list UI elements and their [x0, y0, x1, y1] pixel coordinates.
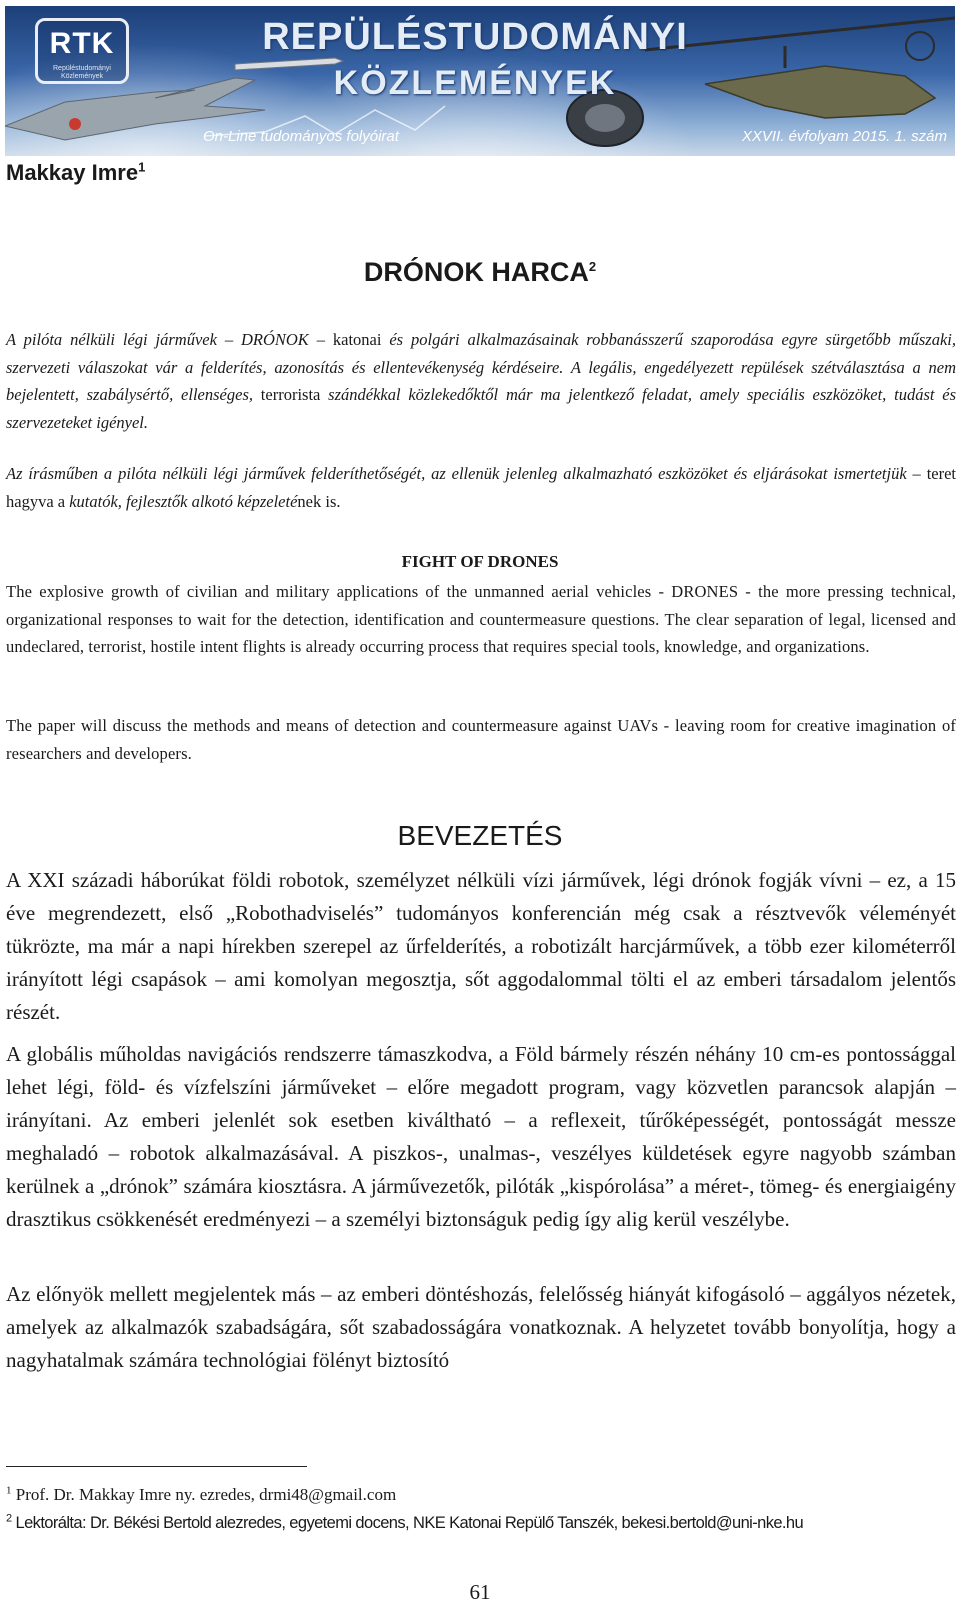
paper-title: DRÓNOK HARCA$^2$: [363, 257, 597, 287]
footnote-1: $^1$ Prof. Dr. Makkay Imre ny. ezredes, drmi48@gmail.com: [6, 1484, 397, 1504]
abstract-en-paragraph-1: The explosive growth of civilian and military applications of the unmanned aerial vehicles - DRONES - the more pressing technical, organizational responses to wait for the detection, identification and countermeasure questions. The clear separation of legal, licensed and undeclared, terrorist, hostile intent flights is already occurring process that requires special tools, knowledge, and organizations.: [6, 582, 956, 656]
journal-title: REPÜLÉSTUDOMÁNYI: [262, 16, 688, 58]
body-paragraph-2: A globális műholdas navigációs rendszerre támaszkodva, a Föld bármely részén néhány 10 cm-es pontossággal lehet légi, föld- és vízfelszíni járműveket – előre megadott program, vagy közvetlen parancsok alapján – irányítani. Az emberi jelenlét sok esetben kiváltható – a reflexeit, tűrőképességét, pontosságát messze meghaladó – robotok alkalmazásával. A piszkos-, unalmas-, veszélyes küldetések egyre nagyobb számban kerülnek a „drónok” számára kiosztásra. A járművezetők, pilóták „kispórolása” a méret-, tömeg- és energiaigény drasztikus csökkenését eredményezi – a személyi biztonságuk pedig így alig kerül veszélybe.: [6, 1042, 956, 1231]
page-number: 61: [469, 1580, 491, 1604]
abstract-en-title: FIGHT OF DRONES: [401, 552, 559, 571]
journal-banner: [5, 6, 955, 156]
footnote-separator: [6, 1466, 307, 1467]
author-footnote-ref: 1: [138, 159, 146, 175]
body-paragraph-1: A XXI századi háborúkat földi robotok, személyzet nélküli vízi járművek, légi drónok fogják vívni – ez, a 15 éve megrendezett, első „Robothadviselés” tudományos konferencián még csak a résztvevők véleményét tükrözte, ma már a napi hírekben szerepel az űrfelderítés, a robotizált harcjárművek, a több ezer kilométerről irányított légi csapások – ami komolyan megosztja, sőt aggodalommal tölti el az emberi társadalom jelentős részét.: [6, 868, 956, 1024]
abstract-hu-paragraph-2: Az írásműben a pilóta nélküli légi járművek felderíthetőségét, az ellenük jelenleg alkalmazható eszközöket és eljárásokat ismertetjük – teret hagyva a kutatók, fejlesztők alkotó képzeletének is.: [6, 464, 956, 511]
footnote-2: $^2$ Lektorálta: Dr. Békési Bertold alezredes, egyetemi docens, NKE Katonai Repülő Tanszék, bekesi.bertold@uni-nke.hu: [6, 1512, 804, 1532]
title-footnote-ref: 2: [588, 259, 597, 274]
helicopter-icon: [705, 66, 935, 118]
body-paragraph-3: Az előnyök mellett megjelentek más – az emberi döntéshozás, felelősség hiányát kifogásoló – aggályos nézetek, amelyek az alkalmazók szabadságára, sőt szabadosságára vonatkoznak. A helyzetet tovább bonyolítja, hogy a nagyhatalmak számára technológiai fölényt biztosító: [6, 1282, 956, 1372]
journal-subtitle: KÖZLEMÉNYEK: [333, 64, 617, 102]
rtk-logo: [35, 18, 129, 84]
journal-issue-label: XXVII. évfolyam 2015. 1. szám: [741, 128, 947, 145]
journal-online-label: On-Line tudományos folyóirat: [203, 128, 399, 145]
logo-text: RTK: [49, 27, 115, 60]
logo-caption: Repüléstudományi Közlemények: [53, 65, 111, 80]
abstract-hu-paragraph-1: A pilóta nélküli légi járművek – DRÓNOK – katonai és polgári alkalmazásainak robbanásszerű szaporodása egyre sürgetőbb műszaki, szervezeti válaszokat vár a felderítés, azonosítás és ellentevékenység kérdéseire. A legális, engedélyezett repülések szétválasztása a nem bejelentett, szabálysértő, ellenséges, terrorista szándékkal közlekedőktől már ma jelentkező feladat, amely speciális eszközöket, tudást és szervezeteket igényel.: [6, 330, 957, 432]
section-heading: BEVEZETÉS: [397, 820, 563, 851]
roundel-icon: [69, 118, 81, 130]
abstract-en-paragraph-2: The paper will discuss the methods and means of detection and countermeasure against UAVs - leaving room for creative imagination of researchers and developers.: [6, 716, 956, 763]
author-name: Makkay Imre$^1$: [6, 159, 146, 185]
